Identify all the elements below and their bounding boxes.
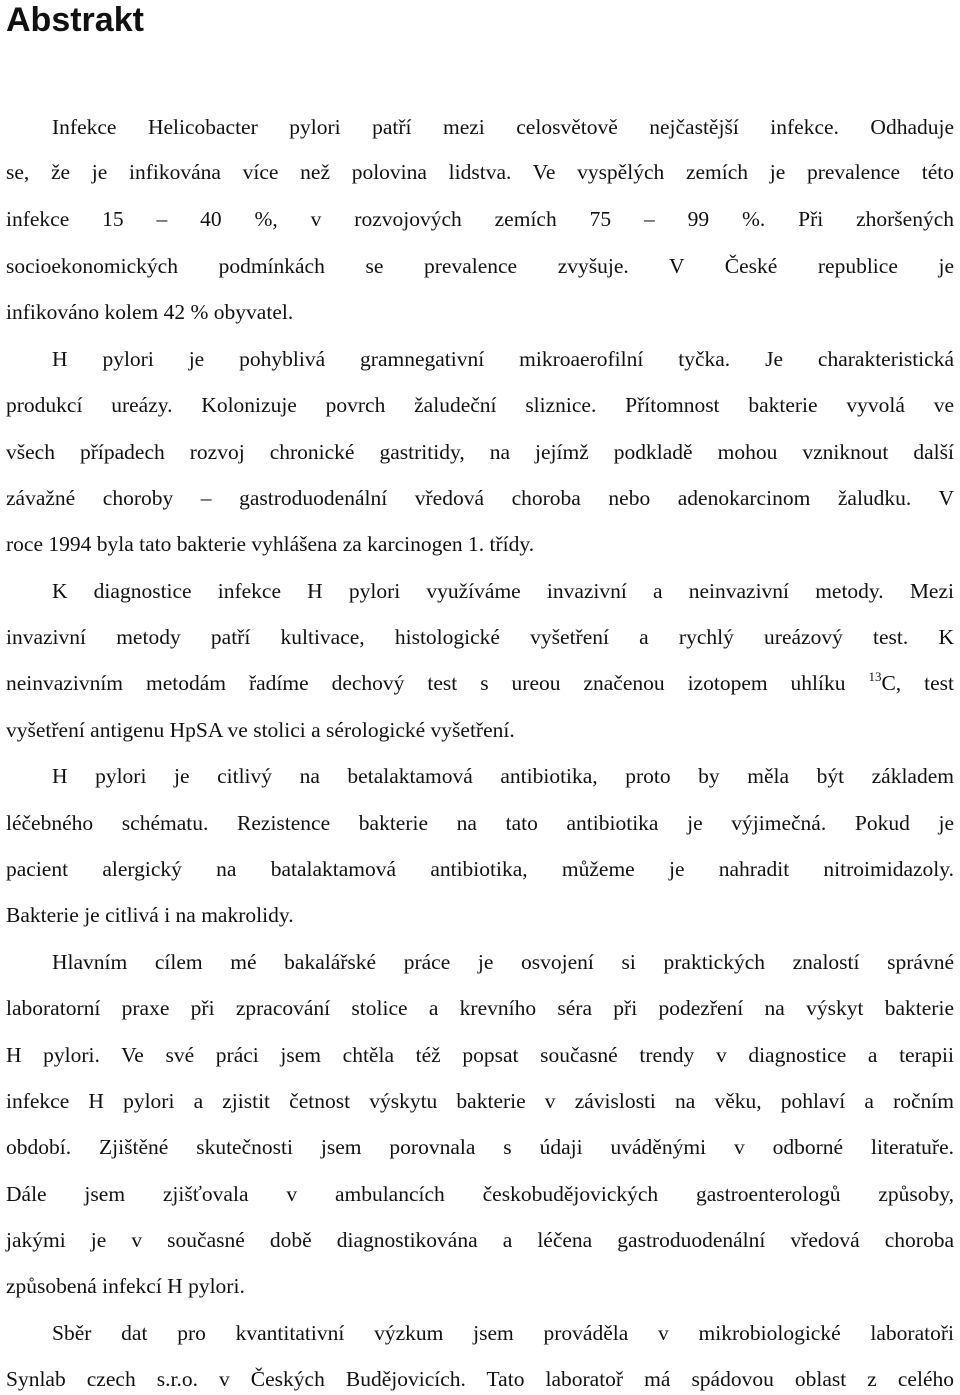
text-line: vyšetření antigenu HpSA ve stolici a sérologické vyšetření. [6,718,515,742]
text-line: socioekonomických podmínkách se prevalence zvyšuje. V České republice je [6,254,954,278]
text-line: období. Zjištěné skutečnosti jsem porovnala s údaji uváděnými v odborné literatuře. [6,1135,954,1159]
text-line-isotope [6,668,954,698]
text-line: laboratorní praxe při zpracování stolice a krevního séra při podezření na výskyt bakterie [6,996,954,1020]
text-line: K diagnostice infekce H pylori využíváme invazivní a neinvazivní metody. Mezi [52,579,954,603]
text-line: infikováno kolem 42 % obyvatel. [6,300,294,324]
text-segment: C, test [881,671,955,695]
text-line: pacient alergický na batalaktamová antibiotika, můžeme je nahradit nitroimidazoly. [6,857,954,881]
text-line: způsobená infekcí H pylori. [6,1274,245,1298]
text-line: závažné choroby – gastroduodenální vředová choroba nebo adenokarcinom žaludku. V [6,486,954,510]
text-line: Infekce Helicobacter pylori patří mezi celosvětově nejčastější infekce. Odhaduje [52,115,954,139]
text-line: Bakterie je citlivá i na makrolidy. [6,903,294,927]
text-line: infekce H pylori a zjistit četnost výskytu bakterie v závislosti na věku, pohlaví a ročním [6,1089,954,1113]
text-line: H pylori. Ve své práci jsem chtěla též popsat současné trendy v diagnostice a terapii [6,1043,954,1067]
text-line: léčebného schématu. Rezistence bakterie na tato antibiotika je výjimečná. Pokud je [6,811,954,835]
text-line: se, že je infikována více než polovina lidstva. Ve vyspělých zemích je prevalence této [6,160,954,184]
document-heading: Abstrakt [6,1,144,39]
text-line: Synlab czech s.r.o. v Českých Budějovicích. Tato laboratoř má spádovou oblast z celého [6,1367,954,1391]
text-line: invazivní metody patří kultivace, histologické vyšetření a rychlý ureázový test. K [6,625,954,649]
text-line: H pylori je citlivý na betalaktamová antibiotika, proto by měla být základem [52,764,954,788]
text-line: Sběr dat pro kvantitativní výzkum jsem prováděla v mikrobiologické laboratoři [52,1321,954,1345]
text-line: infekce 15 – 40 %, v rozvojových zemích 75 – 99 %. Při zhoršených [6,207,954,231]
isotope-superscript: 13 [868,669,882,684]
text-line: produkcí ureázy. Kolonizuje povrch žaludeční sliznice. Přítomnost bakterie vyvolá ve [6,393,954,417]
text-line: Hlavním cílem mé bakalářské práce je osvojení si praktických znalostí správné [52,950,954,974]
text-line: Dále jsem zjišťovala v ambulancích českobudějovických gastroenterologů způsoby, [6,1182,954,1206]
text-line: roce 1994 byla tato bakterie vyhlášena za karcinogen 1. třídy. [6,532,535,556]
text-line: jakými je v současné době diagnostikována a léčena gastroduodenální vředová choroba [6,1228,954,1252]
text-segment: neinvazivním metodám řadíme dechový test s ureou značenou izotopem uhlíku [6,671,869,695]
text-line: všech případech rozvoj chronické gastritidy, na jejímž podkladě mohou vzniknout další [6,440,954,464]
text-line: H pylori je pohyblivá gramnegativní mikroaerofilní tyčka. Je charakteristická [52,347,954,371]
